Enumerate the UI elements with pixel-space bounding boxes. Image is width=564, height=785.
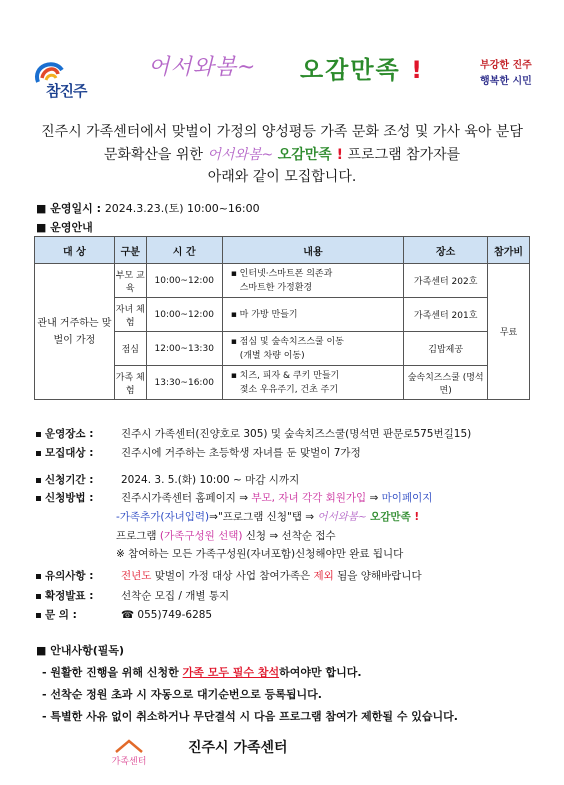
header-fee: 참가비 (488, 237, 530, 264)
table-header-row (35, 237, 530, 264)
method-row-3: 프로그램 (가족구성원 선택) 신청 ⇒ 선착순 접수 (116, 530, 336, 542)
header-time: 시 간 (146, 237, 222, 264)
city-motto-line1: 부강한 진주 (480, 60, 532, 71)
phone-icon-text: ☎ 055)749-6285 (121, 609, 213, 621)
place-cell: 가족센터 201호 (404, 298, 488, 332)
header-target: 대 상 (35, 237, 115, 264)
notice-item: - 선착순 정원 초과 시 자동으로 대기순번으로 등록됩니다. (42, 688, 322, 701)
type-cell: 자녀 체험 (114, 298, 146, 332)
family-center-logo-text: 가족센터 (112, 757, 146, 767)
operation-date: ■ 운영일시 : 2024.3.23.(토) 10:00~16:00 (36, 202, 260, 215)
header-type: 구분 (114, 237, 146, 264)
operation-guide-heading: ■ 운영안내 (36, 221, 93, 234)
content-cell: ▪ 치즈, 피자 & 쿠키 만들기 젖소 우유주기, 건초 주기 (222, 366, 404, 400)
content-cell: ▪ 점심 및 숲속치즈스쿨 이동 (개별 차량 이동) (222, 332, 404, 366)
place-cell: 숲속치즈스쿨 (명석면) (404, 366, 488, 400)
time-cell: 10:00~12:00 (146, 264, 222, 298)
place-cell: 가족센터 202호 (404, 264, 488, 298)
note-row: 유의사항 : 전년도 맞벌이 가정 대상 사업 참여가족은 제외 됨을 양해바랍니다 (36, 568, 422, 583)
table-row (35, 264, 530, 298)
target-row: 모집대상 : 진주시에 거주하는 초등학생 자녀를 둔 맞벌이 7가정 (36, 445, 361, 460)
slogan-welcome-spring: 어서와봄~ (148, 55, 257, 80)
type-cell: 가족 체험 (114, 366, 146, 400)
method-row-4: ※ 참여하는 모든 가족구성원(자녀포함)신청해야만 완료 됩니다 (116, 548, 404, 560)
type-cell: 부모 교육 (114, 264, 146, 298)
intro-line3: 아래와 같이 모집합니다. (207, 169, 357, 185)
contact-row: 문 의 : ☎ 055)749-6285 (36, 607, 212, 622)
type-cell: 점심 (114, 332, 146, 366)
notice-item: - 원활한 진행을 위해 신청한 가족 모두 필수 참석하여야만 합니다. (42, 666, 362, 679)
intro-line2: 문화확산을 위한 어서와봄~ 오감만족 ! 프로그램 참가자를 (103, 147, 461, 163)
header-content: 내용 (222, 237, 404, 264)
schedule-table (34, 236, 530, 400)
time-cell: 10:00~12:00 (146, 298, 222, 332)
time-cell: 13:30~16:00 (146, 366, 222, 400)
period-row: 신청기간 : 2024. 3. 5.(화) 10:00 ~ 마감 시까지 (36, 472, 299, 487)
venue-row: 운영장소 : 진주시 가족센터(진양호로 305) 및 숲속치즈스쿨(명석면 판문로575번길15) (36, 426, 471, 441)
city-motto-line2: 행복한 시민 (480, 76, 532, 87)
fee-cell: 무료 (488, 264, 530, 400)
city-logo-text: 참진주 (46, 82, 87, 100)
content-cell: ▪ 인터넷·스마트폰 의존과 스마트한 가정환경 (222, 264, 404, 298)
notice-item: - 특별한 사유 없이 취소하거나 무단결석 시 다음 프로그램 참여가 제한될 수 있습니다. (42, 710, 458, 723)
method-row: 신청방법 : 진주시가족센터 홈페이지 ⇒ 부모, 자녀 각각 회원가입 ⇒ 마이페이지 (36, 490, 432, 505)
organization-name: 진주시 가족센터 (188, 740, 288, 756)
announce-row: 확정발표 : 선착순 모집 / 개별 통지 (36, 588, 229, 603)
target-cell: 관내 거주하는 맞벌이 가정 (35, 264, 115, 400)
family-center-logo-icon (112, 738, 146, 778)
content-cell: ▪ 마 가방 만들기 (222, 298, 404, 332)
method-row-2: -가족추가(자녀입력)⇒"프로그램 신청"탭 ⇒ 어서와봄~ 오감만족 ! (116, 511, 420, 523)
time-cell: 12:00~13:30 (146, 332, 222, 366)
notice-heading: ■ 안내사항(필독) (36, 644, 125, 657)
header-place: 장소 (404, 237, 488, 264)
intro-line1: 진주시 가족센터에서 맞벌이 가정의 양성평등 가족 문화 조성 및 가사 육아 분담 (41, 124, 523, 140)
place-cell: 김밥제공 (404, 332, 488, 366)
slogan-five-senses: 오감만족 ! (300, 56, 425, 84)
